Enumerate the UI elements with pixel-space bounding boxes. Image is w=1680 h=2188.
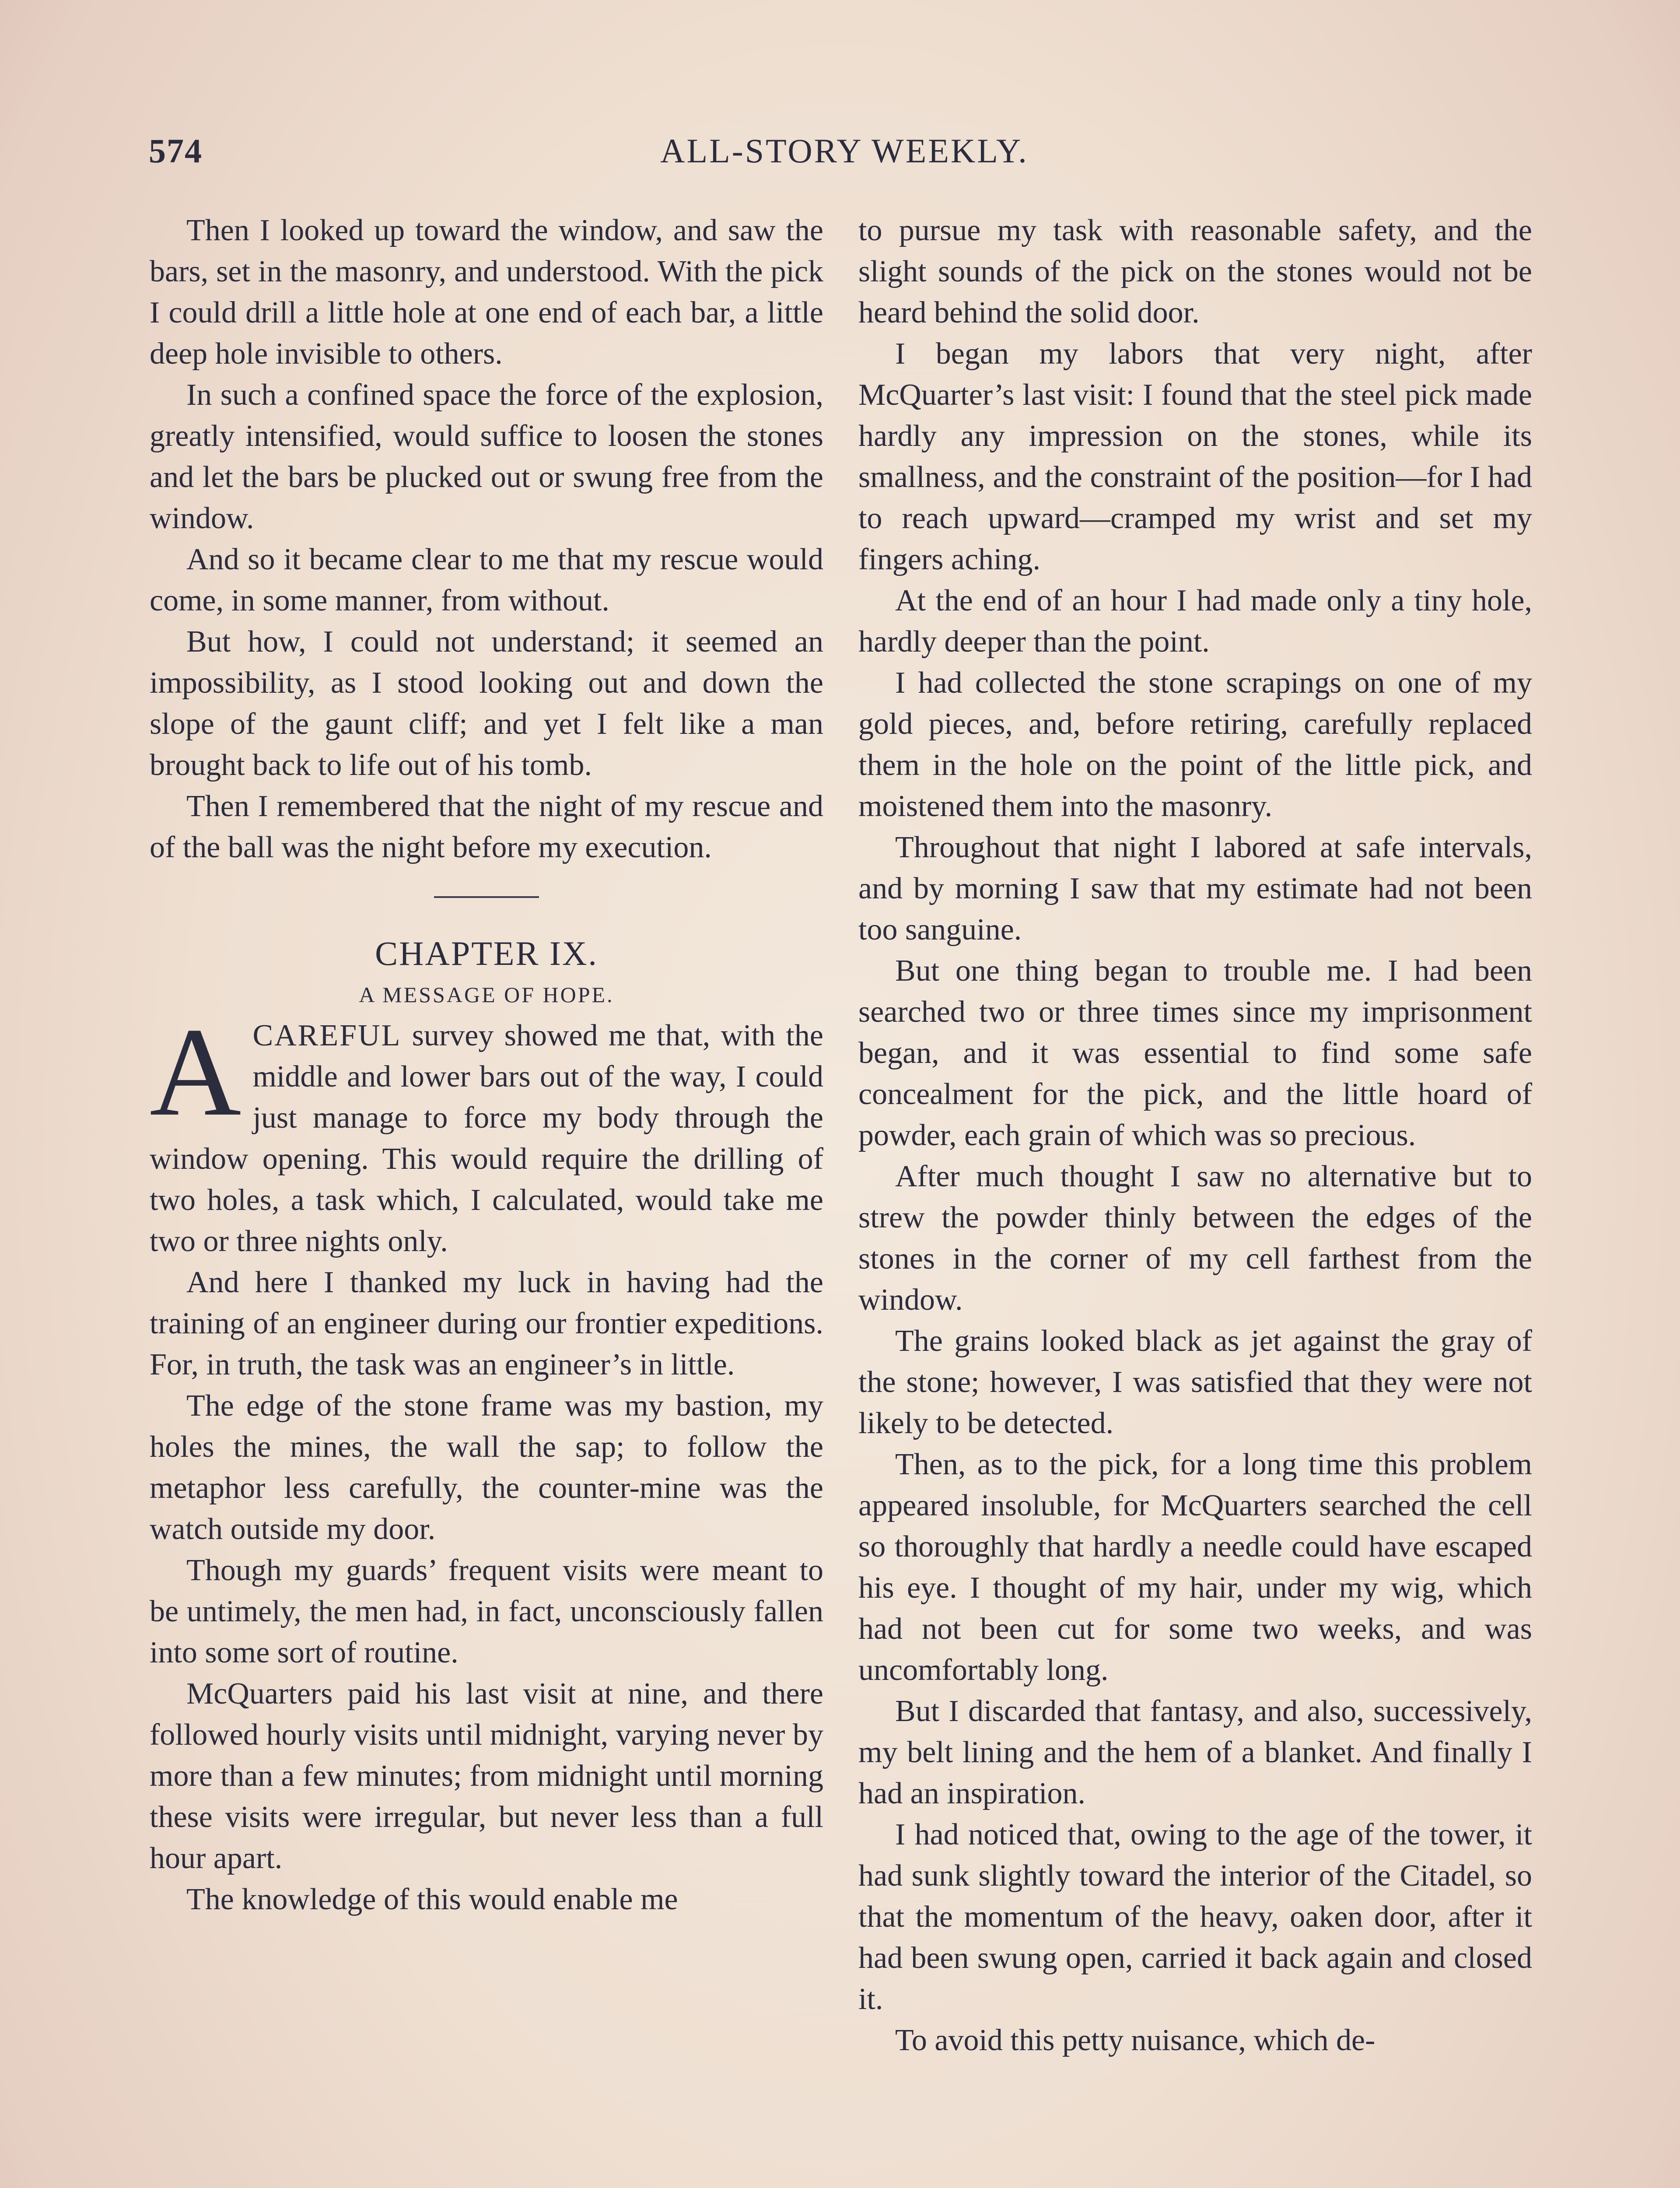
chapter-opening-paragraph: [150, 1002, 823, 1262]
opening-text: survey showed me that, with the middle and lower bars out of the way, I could just manage to force my body through the window opening. This would require the drilling of two holes, a task which, I calculated, would take me two or three nights only.: [150, 1019, 823, 1258]
paragraph: Then I looked up toward the window, and saw the bars, set in the masonry, and understood. With the pick I could drill a little hole at one end of each bar, a little deep hole invisible to others.: [150, 214, 823, 371]
paragraph: After much thought I saw no alternative but to strew the powder thinly between the edges of the stones in the corner of my cell farthest from the window.: [858, 1160, 1532, 1317]
right-column: [858, 210, 1532, 2061]
page-number: 574: [149, 132, 203, 170]
paragraph: Then, as to the pick, for a long time this problem appeared insoluble, for McQuarters searched the cell so thoroughly that hardly a needle could have escaped his eye. I thought of my hair, under my wig, which had not been cut for some two weeks, and was uncomfortably long.: [858, 1448, 1532, 1687]
paragraph: The knowledge of this would enable me: [186, 1883, 678, 1916]
chapter-title: CHAPTER IX.: [375, 934, 598, 972]
paragraph: I began my labors that very night, after McQuarter’s last visit: I found that the steel pick made hardly any impression on the stones, while its smallness, and the constraint of the position—for I had to reach upward—cramped my wrist and set my fingers aching.: [858, 337, 1532, 576]
paragraph: To avoid this petty nuisance, which de-: [895, 2023, 1376, 2057]
drop-cap: A: [150, 1002, 242, 1142]
paragraph: And here I thanked my luck in having had the training of an engineer during our frontier expeditions. For, in truth, the task was an engineer’s in little.: [150, 1266, 823, 1382]
paragraph: The grains looked black as jet against the gray of the stone; however, I was satisfied that they were not likely to be detected.: [858, 1324, 1532, 1440]
paragraph: But how, I could not understand; it seemed an impossibility, as I stood looking out and down the slope of the gaunt cliff; and yet I felt like a man brought back to life out of his tomb.: [150, 625, 823, 782]
paragraph: The edge of the stone frame was my bastion, my holes the mines, the wall the sap; to follow the metaphor less carefully, the counter-mine was the watch outside my door.: [150, 1389, 823, 1546]
paragraph: I had noticed that, owing to the age of the tower, it had sunk slightly toward the interior of the Citadel, so that the momentum of the heavy, oaken door, after it had been swung open, carried it back again and closed it.: [858, 1818, 1532, 2016]
page-header: [149, 131, 1540, 179]
paragraph: Throughout that night I labored at safe intervals, and by morning I saw that my estimate had not been too sanguine.: [858, 831, 1532, 947]
left-column: [150, 210, 823, 1920]
paragraph: But one thing began to trouble me. I had been searched two or three times since my imprisonment began, and it was essential to find some safe concealment for the pick, and the little hoard of powder, each grain of which was so precious.: [858, 954, 1532, 1152]
section-divider: [434, 896, 539, 898]
paragraph: In such a confined space the force of the explosion, greatly intensified, would suffice to loosen the stones and let the bars be plucked out or swung free from the window.: [150, 378, 823, 535]
paragraph: And so it became clear to me that my rescue would come, in some manner, from without.: [150, 543, 823, 617]
paragraph: But I discarded that fantasy, and also, successively, my belt lining and the hem of a blanket. And finally I had an inspiration.: [858, 1694, 1532, 1810]
continued-paragraph: to pursue my task with reasonable safety, and the slight sounds of the pick on the stones would not be heard behind the solid door.: [858, 214, 1532, 330]
opening-lead-word: CAREFUL: [252, 1019, 402, 1052]
paragraph: Then I remembered that the night of my rescue and of the ball was the night before my execution.: [150, 789, 823, 864]
paragraph: At the end of an hour I had made only a tiny hole, hardly deeper than the point.: [858, 584, 1532, 659]
chapter-subtitle: A MESSAGE OF HOPE.: [359, 982, 614, 1007]
paragraph: I had collected the stone scrapings on one of my gold pieces, and, before retiring, carefully replaced them in the hole on the point of the little pick, and moistened them into the masonry.: [858, 666, 1532, 823]
paragraph: McQuarters paid his last visit at nine, and there followed hourly visits until midnight, varying never by more than a few minutes; from midnight until morning these visits were irregular, but never less than a full hour apart.: [150, 1677, 823, 1875]
running-title: ALL-STORY WEEKLY.: [660, 132, 1029, 170]
paragraph: Though my guards’ frequent visits were meant to be untimely, the men had, in fact, unconsciously fallen into some sort of routine.: [150, 1553, 823, 1669]
